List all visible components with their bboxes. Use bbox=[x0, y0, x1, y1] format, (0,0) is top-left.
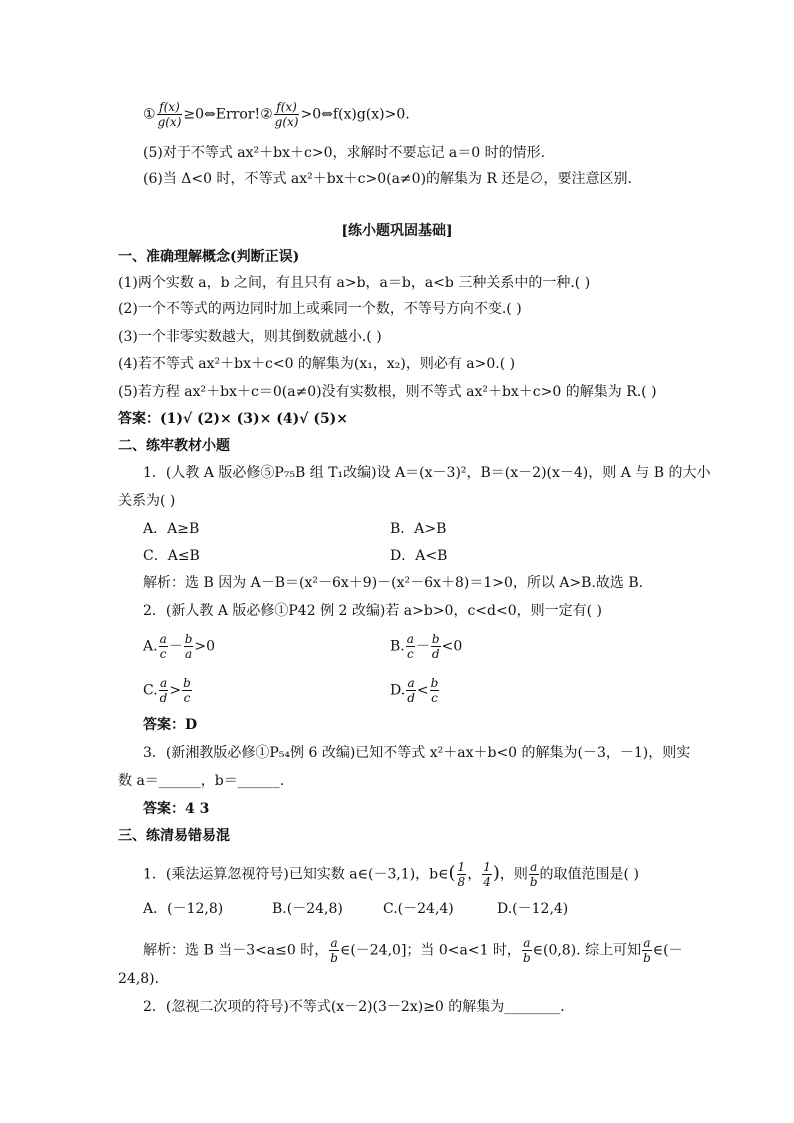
q1-stem-line1: 1．(人教 A 版必修⑤P₇₅B 组 T₁改编)设 A＝(x－3)²，B＝(x－2)(x－4)，则 A 与 B 的大小 bbox=[143, 465, 711, 481]
fraction: $\frac{f(x)}{g(x)}$ bbox=[157, 100, 182, 129]
q1-option-c: C．A≤B bbox=[143, 548, 200, 564]
part3-heading: 三、练清易错易混 bbox=[118, 828, 230, 844]
judge-item-5: (5)若方程 ax²＋bx＋c＝0(a≠0)没有实数根，则不等式 ax²＋bx＋c>0 的解集为 R.( ) bbox=[118, 384, 657, 400]
section-title: [练小题巩固基础] bbox=[341, 223, 453, 239]
q3-answer: 答案：4 3 bbox=[143, 801, 210, 817]
q1-option-b: B．A>B bbox=[390, 521, 447, 537]
p3-q1-option-a: A．(－12,8) bbox=[143, 901, 224, 917]
q1-analysis: 解析：选 B 因为 A－B＝(x²－6x＋9)－(x²－6x＋8)＝1>0，所以 A>B.故选 B. bbox=[143, 575, 644, 591]
fraction: $\frac{f(x)}{g(x)}$ bbox=[274, 100, 299, 129]
q2-option-c: C. $\frac{a}{d}$ > $\frac{b}{c}$ bbox=[143, 676, 191, 705]
judge-item-2: (2)一个不等式的两边同时加上或乘同一个数，不等号方向不变.( ) bbox=[118, 301, 522, 317]
p3-q1-stem: 1．(乘法运算忽视符号)已知实数 a∈(－3,1)，b∈( $\frac{1}{8}$ ， $\frac{1}{4}$ )，则 $\frac{a}{b}$ 的取值范围是( ) bbox=[143, 860, 639, 889]
q1-stem-line2: 关系为( ) bbox=[118, 493, 176, 509]
q2-answer: 答案：D bbox=[143, 717, 198, 733]
note-5: (5)对于不等式 ax²＋bx＋c>0，求解时不要忘记 a＝0 时的情形. bbox=[143, 145, 546, 161]
condition-line-fractions bbox=[143, 100, 410, 129]
note-6: (6)当 Δ<0 时，不等式 ax²＋bx＋c>0(a≠0)的解集为 R 还是∅，要注意区别. bbox=[143, 171, 632, 187]
equivalence-text: ≥0⇔Error!② bbox=[183, 106, 273, 123]
q2-stem: 2．(新人教 A 版必修①P42 例 2 改编)若 a>b>0，c<d<0，则一定有( ) bbox=[143, 603, 603, 619]
q3-stem-line2: 数 a＝______，b＝______. bbox=[118, 773, 285, 789]
part1-heading: 一、准确理解概念(判断正误) bbox=[118, 249, 300, 265]
q3-stem-line1: 3．(新湘教版必修①P₅₄例 6 改编)已知不等式 x²＋ax＋b<0 的解集为(－3，－1)，则实 bbox=[143, 745, 691, 761]
q1-option-d: D．A<B bbox=[390, 548, 448, 564]
judge-item-3: (3)一个非零实数越大，则其倒数就越小.( ) bbox=[118, 329, 382, 345]
p3-q1-option-c: C.(－24,4) bbox=[383, 901, 454, 917]
q2-option-d: D. $\frac{a}{d}$ < $\frac{b}{c}$ bbox=[390, 676, 439, 705]
p3-q1-analysis: 解析：选 B 当－3<a≤0 时， $\frac{a}{b}$ ∈(－24,0]；当 0<a<1 时， $\frac{a}{b}$ ∈(0,8). 综上可知 $\frac{a}{b}$ ∈(－ bbox=[143, 936, 683, 965]
q2-option-a: A. $\frac{a}{c}$ － $\frac{b}{a}$ >0 bbox=[143, 632, 216, 661]
p3-q2-stem: 2．(忽视二次项的符号)不等式(x－2)(3－2x)≥0 的解集为________. bbox=[143, 999, 565, 1015]
judge-item-1: (1)两个实数 a，b 之间，有且只有 a>b，a＝b，a<b 三种关系中的一种.( ) bbox=[118, 275, 591, 291]
q2-option-b: B. $\frac{a}{c}$ － $\frac{b}{d}$ <0 bbox=[390, 632, 463, 661]
equivalence-tail: >0⇔f(x)g(x)>0. bbox=[300, 106, 410, 123]
part1-answer: 答案：(1)√ (2)× (3)× (4)√ (5)× bbox=[118, 411, 349, 427]
circled-one: ① bbox=[143, 106, 156, 123]
p3-q1-option-d: D.(－12,4) bbox=[497, 901, 569, 917]
p3-q1-option-b: B.(－24,8) bbox=[272, 901, 343, 917]
p3-q1-analysis-line2: 24,8). bbox=[118, 971, 160, 987]
part2-heading: 二、练牢教材小题 bbox=[118, 438, 230, 454]
q1-option-a: A．A≥B bbox=[143, 521, 200, 537]
judge-item-4: (4)若不等式 ax²＋bx＋c<0 的解集为(x₁，x₂)，则必有 a>0.( ) bbox=[118, 356, 516, 372]
